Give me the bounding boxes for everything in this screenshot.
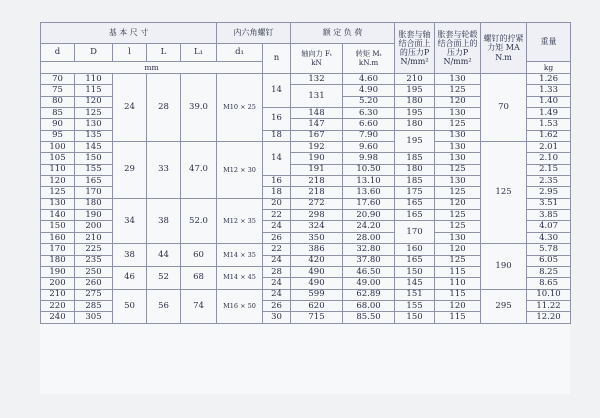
cell-pressure-hub: 130 bbox=[435, 74, 481, 85]
cell-n: 14 bbox=[263, 74, 291, 108]
cell-pressure-hub: 125 bbox=[435, 221, 481, 232]
cell-pressure-hub: 115 bbox=[435, 312, 481, 323]
cell-pressure-shaft: 195 bbox=[395, 108, 435, 119]
cell-pressure-shaft: 165 bbox=[395, 255, 435, 266]
cell-torque: 37.80 bbox=[343, 255, 395, 266]
cell-d: 160 bbox=[41, 232, 75, 243]
cell-pressure-shaft: 180 bbox=[395, 119, 435, 130]
cell-n: 30 bbox=[263, 312, 291, 323]
cell-pressure-hub: 120 bbox=[435, 300, 481, 311]
cell-pressure-hub: 130 bbox=[435, 142, 481, 153]
cell-weight: 4.07 bbox=[527, 221, 571, 232]
cell-D: 190 bbox=[75, 210, 113, 221]
cell-weight: 2.15 bbox=[527, 164, 571, 175]
cell-n: 24 bbox=[263, 221, 291, 232]
cell-L: 52 bbox=[147, 266, 181, 289]
cell-axial-force: 218 bbox=[291, 176, 343, 187]
cell-n: 26 bbox=[263, 300, 291, 311]
cell-weight: 2.35 bbox=[527, 176, 571, 187]
cell-d: 75 bbox=[41, 85, 75, 96]
cell-l: 24 bbox=[113, 74, 147, 142]
header-weight-unit: kg bbox=[527, 62, 571, 74]
cell-weight: 2.10 bbox=[527, 153, 571, 164]
cell-d: 120 bbox=[41, 176, 75, 187]
cell-weight: 1.49 bbox=[527, 108, 571, 119]
cell-d: 180 bbox=[41, 255, 75, 266]
cell-torque: 5.20 bbox=[343, 96, 395, 107]
cell-screw-torque: 70 bbox=[481, 74, 527, 142]
cell-weight: 1.40 bbox=[527, 96, 571, 107]
header-L1: L₁ bbox=[181, 44, 217, 62]
cell-axial-force: 420 bbox=[291, 255, 343, 266]
cell-d: 240 bbox=[41, 312, 75, 323]
cell-torque: 6.60 bbox=[343, 119, 395, 130]
cell-pressure-shaft: 180 bbox=[395, 96, 435, 107]
cell-n: 26 bbox=[263, 232, 291, 243]
cell-torque: 49.00 bbox=[343, 278, 395, 289]
cell-D: 115 bbox=[75, 85, 113, 96]
cell-weight: 3.85 bbox=[527, 210, 571, 221]
cell-axial-force: 324 bbox=[291, 221, 343, 232]
header-pressure-hub bbox=[435, 23, 481, 74]
cell-axial-force: 620 bbox=[291, 300, 343, 311]
header-screw-torque bbox=[481, 23, 527, 74]
cell-torque: 13.60 bbox=[343, 187, 395, 198]
cell-n: 22 bbox=[263, 244, 291, 255]
cell-pressure-hub: 125 bbox=[435, 164, 481, 175]
cell-axial-force: 298 bbox=[291, 210, 343, 221]
cell-n: 24 bbox=[263, 289, 291, 300]
axial-force-label: 轴向力 Fₜ bbox=[301, 49, 332, 59]
cell-pressure-hub: 125 bbox=[435, 255, 481, 266]
header-axial-force bbox=[291, 44, 343, 74]
cell-weight: 2.01 bbox=[527, 142, 571, 153]
cell-d: 170 bbox=[41, 244, 75, 255]
cell-weight: 1.62 bbox=[527, 130, 571, 141]
cell-weight: 8.25 bbox=[527, 266, 571, 277]
cell-axial-force: 167 bbox=[291, 130, 343, 141]
cell-n: 24 bbox=[263, 278, 291, 289]
cell-weight: 1.33 bbox=[527, 85, 571, 96]
cell-axial-force: 490 bbox=[291, 266, 343, 277]
cell-D: 165 bbox=[75, 176, 113, 187]
cell-axial-force: 272 bbox=[291, 198, 343, 209]
cell-pressure-shaft: 160 bbox=[395, 244, 435, 255]
cell-pressure-shaft: 185 bbox=[395, 176, 435, 187]
cell-d1: M10 × 25 bbox=[217, 74, 263, 142]
cell-pressure-hub: 130 bbox=[435, 232, 481, 243]
cell-weight: 2.95 bbox=[527, 187, 571, 198]
cell-d1: M14 × 45 bbox=[217, 266, 263, 289]
cell-L1: 39.0 bbox=[181, 74, 217, 142]
cell-weight: 11.22 bbox=[527, 300, 571, 311]
cell-D: 200 bbox=[75, 221, 113, 232]
cell-pressure-hub: 120 bbox=[435, 198, 481, 209]
cell-d: 220 bbox=[41, 300, 75, 311]
cell-L: 38 bbox=[147, 198, 181, 243]
cell-weight: 3.51 bbox=[527, 198, 571, 209]
cell-axial-force: 715 bbox=[291, 312, 343, 323]
cell-d: 105 bbox=[41, 153, 75, 164]
cell-pressure-shaft: 180 bbox=[395, 164, 435, 175]
cell-axial-force: 218 bbox=[291, 187, 343, 198]
cell-axial-force: 192 bbox=[291, 142, 343, 153]
cell-l: 34 bbox=[113, 198, 147, 243]
cell-d: 80 bbox=[41, 96, 75, 107]
cell-torque: 9.98 bbox=[343, 153, 395, 164]
header-L: L bbox=[147, 44, 181, 62]
header-weight: 重量 bbox=[527, 23, 571, 62]
cell-d: 100 bbox=[41, 142, 75, 153]
cell-L1: 74 bbox=[181, 289, 217, 323]
cell-D: 170 bbox=[75, 187, 113, 198]
cell-torque: 20.90 bbox=[343, 210, 395, 221]
cell-axial-force: 132 bbox=[291, 74, 343, 85]
axial-force-unit: kN bbox=[311, 57, 322, 67]
cell-axial-force: 490 bbox=[291, 278, 343, 289]
cell-d: 95 bbox=[41, 130, 75, 141]
cell-D: 120 bbox=[75, 96, 113, 107]
cell-n: 14 bbox=[263, 142, 291, 176]
header-n: n bbox=[263, 44, 291, 74]
cell-pressure-shaft: 170 bbox=[395, 221, 435, 244]
cell-torque: 28.00 bbox=[343, 232, 395, 243]
cell-d: 140 bbox=[41, 210, 75, 221]
cell-axial-force: 599 bbox=[291, 289, 343, 300]
cell-d: 210 bbox=[41, 289, 75, 300]
cell-weight: 4.30 bbox=[527, 232, 571, 243]
cell-pressure-shaft: 165 bbox=[395, 198, 435, 209]
cell-pressure-shaft: 145 bbox=[395, 278, 435, 289]
cell-n: 16 bbox=[263, 176, 291, 187]
cell-L1: 52.0 bbox=[181, 198, 217, 243]
cell-d: 125 bbox=[41, 187, 75, 198]
cell-D: 135 bbox=[75, 130, 113, 141]
header-basic-dimensions: 基 本 尺 寸 bbox=[41, 23, 217, 44]
cell-torque: 24.20 bbox=[343, 221, 395, 232]
cell-l: 38 bbox=[113, 244, 147, 267]
header-pressure-shaft bbox=[395, 23, 435, 74]
cell-l: 46 bbox=[113, 266, 147, 289]
pressure-shaft-label: 胀套与轴结合面上的压力P bbox=[398, 29, 431, 57]
torque-label: 转矩 Mₜ bbox=[355, 49, 382, 59]
table-row bbox=[41, 244, 571, 255]
cell-pressure-hub: 130 bbox=[435, 108, 481, 119]
cell-n: 24 bbox=[263, 255, 291, 266]
cell-axial-force: 147 bbox=[291, 119, 343, 130]
cell-weight: 6.05 bbox=[527, 255, 571, 266]
cell-n: 20 bbox=[263, 198, 291, 209]
cell-pressure-hub: 125 bbox=[435, 210, 481, 221]
cell-pressure-hub: 115 bbox=[435, 266, 481, 277]
cell-d1: M16 × 50 bbox=[217, 289, 263, 323]
cell-axial-force: 386 bbox=[291, 244, 343, 255]
pressure-shaft-unit: N/mm² bbox=[400, 57, 429, 67]
header-l: l bbox=[113, 44, 147, 62]
header-unit-mm: mm bbox=[41, 62, 263, 74]
cell-d1: M14 × 35 bbox=[217, 244, 263, 267]
cell-screw-torque: 295 bbox=[481, 289, 527, 323]
cell-weight: 10.10 bbox=[527, 289, 571, 300]
cell-D: 155 bbox=[75, 164, 113, 175]
header-hex-screw: 内六角螺钉 bbox=[217, 23, 291, 44]
cell-pressure-shaft: 150 bbox=[395, 312, 435, 323]
cell-D: 150 bbox=[75, 153, 113, 164]
cell-D: 110 bbox=[75, 74, 113, 85]
cell-pressure-shaft: 185 bbox=[395, 153, 435, 164]
cell-axial-force: 131 bbox=[291, 85, 343, 108]
header-d1: d₁ bbox=[217, 44, 263, 62]
cell-D: 285 bbox=[75, 300, 113, 311]
cell-axial-force: 148 bbox=[291, 108, 343, 119]
header-torque bbox=[343, 44, 395, 74]
torque-unit: kN.m bbox=[358, 57, 379, 67]
cell-n: 18 bbox=[263, 187, 291, 198]
cell-d: 85 bbox=[41, 108, 75, 119]
cell-D: 250 bbox=[75, 266, 113, 277]
cell-axial-force: 350 bbox=[291, 232, 343, 243]
spec-sheet bbox=[40, 22, 570, 394]
cell-torque: 17.60 bbox=[343, 198, 395, 209]
cell-D: 125 bbox=[75, 108, 113, 119]
cell-pressure-hub: 120 bbox=[435, 96, 481, 107]
cell-D: 260 bbox=[75, 278, 113, 289]
cell-d: 190 bbox=[41, 266, 75, 277]
cell-weight: 5.78 bbox=[527, 244, 571, 255]
cell-n: 18 bbox=[263, 130, 291, 141]
cell-D: 305 bbox=[75, 312, 113, 323]
cell-pressure-hub: 125 bbox=[435, 85, 481, 96]
cell-torque: 4.60 bbox=[343, 74, 395, 85]
cell-screw-torque: 125 bbox=[481, 142, 527, 244]
header-d: d bbox=[41, 44, 75, 62]
cell-l: 29 bbox=[113, 142, 147, 199]
cell-pressure-hub: 115 bbox=[435, 289, 481, 300]
cell-torque: 46.50 bbox=[343, 266, 395, 277]
cell-torque: 9.60 bbox=[343, 142, 395, 153]
cell-D: 130 bbox=[75, 119, 113, 130]
cell-torque: 7.90 bbox=[343, 130, 395, 141]
screw-torque-unit: N.m bbox=[495, 52, 512, 62]
cell-pressure-shaft: 210 bbox=[395, 74, 435, 85]
cell-L1: 68 bbox=[181, 266, 217, 289]
cell-D: 225 bbox=[75, 244, 113, 255]
cell-torque: 32.80 bbox=[343, 244, 395, 255]
cell-torque: 62.89 bbox=[343, 289, 395, 300]
cell-d: 130 bbox=[41, 198, 75, 209]
cell-weight: 12.20 bbox=[527, 312, 571, 323]
cell-weight: 1.53 bbox=[527, 119, 571, 130]
cell-screw-torque: 190 bbox=[481, 244, 527, 289]
cell-L: 28 bbox=[147, 74, 181, 142]
cell-pressure-shaft: 151 bbox=[395, 289, 435, 300]
cell-axial-force: 191 bbox=[291, 164, 343, 175]
cell-d: 110 bbox=[41, 164, 75, 175]
cell-pressure-shaft: 155 bbox=[395, 300, 435, 311]
cell-L: 44 bbox=[147, 244, 181, 267]
cell-torque: 10.50 bbox=[343, 164, 395, 175]
cell-torque: 4.90 bbox=[343, 85, 395, 96]
cell-d1: M12 × 35 bbox=[217, 198, 263, 243]
cell-pressure-hub: 130 bbox=[435, 176, 481, 187]
pressure-hub-unit: N/mm² bbox=[443, 57, 472, 67]
cell-D: 210 bbox=[75, 232, 113, 243]
cell-pressure-hub: 125 bbox=[435, 187, 481, 198]
cell-pressure-hub: 120 bbox=[435, 244, 481, 255]
cell-d: 70 bbox=[41, 74, 75, 85]
cell-L: 33 bbox=[147, 142, 181, 199]
cell-D: 275 bbox=[75, 289, 113, 300]
cell-weight: 1.26 bbox=[527, 74, 571, 85]
cell-D: 235 bbox=[75, 255, 113, 266]
header-D: D bbox=[75, 44, 113, 62]
cell-d: 90 bbox=[41, 119, 75, 130]
cell-torque: 68.00 bbox=[343, 300, 395, 311]
cell-pressure-hub: 110 bbox=[435, 278, 481, 289]
cell-pressure-hub: 130 bbox=[435, 130, 481, 141]
cell-pressure-shaft: 165 bbox=[395, 210, 435, 221]
cell-pressure-hub: 130 bbox=[435, 153, 481, 164]
cell-pressure-shaft: 175 bbox=[395, 187, 435, 198]
cell-n: 22 bbox=[263, 210, 291, 221]
table-row bbox=[41, 142, 571, 153]
cell-D: 180 bbox=[75, 198, 113, 209]
cell-l: 50 bbox=[113, 289, 147, 323]
cell-pressure-shaft: 195 bbox=[395, 85, 435, 96]
pressure-hub-label: 胀套与轮毂结合面上的压力P bbox=[437, 29, 478, 57]
cell-L: 56 bbox=[147, 289, 181, 323]
cell-L1: 60 bbox=[181, 244, 217, 267]
screw-torque-label: 螺钉的拧紧力矩 MA bbox=[483, 34, 524, 53]
table-row bbox=[41, 74, 571, 85]
cell-pressure-shaft: 195 bbox=[395, 130, 435, 153]
cell-weight: 8.65 bbox=[527, 278, 571, 289]
cell-n: 16 bbox=[263, 108, 291, 131]
cell-pressure-hub: 125 bbox=[435, 119, 481, 130]
cell-d: 200 bbox=[41, 278, 75, 289]
cell-torque: 13.10 bbox=[343, 176, 395, 187]
expansion-sleeve-spec-table bbox=[40, 22, 571, 324]
cell-n: 28 bbox=[263, 266, 291, 277]
table-row bbox=[41, 289, 571, 300]
cell-d1: M12 × 30 bbox=[217, 142, 263, 199]
cell-axial-force: 190 bbox=[291, 153, 343, 164]
header-rated-load: 额 定 负 荷 bbox=[291, 23, 395, 44]
cell-d: 150 bbox=[41, 221, 75, 232]
cell-pressure-shaft: 150 bbox=[395, 266, 435, 277]
cell-D: 145 bbox=[75, 142, 113, 153]
cell-torque: 6.30 bbox=[343, 108, 395, 119]
cell-L1: 47.0 bbox=[181, 142, 217, 199]
cell-torque: 85.50 bbox=[343, 312, 395, 323]
